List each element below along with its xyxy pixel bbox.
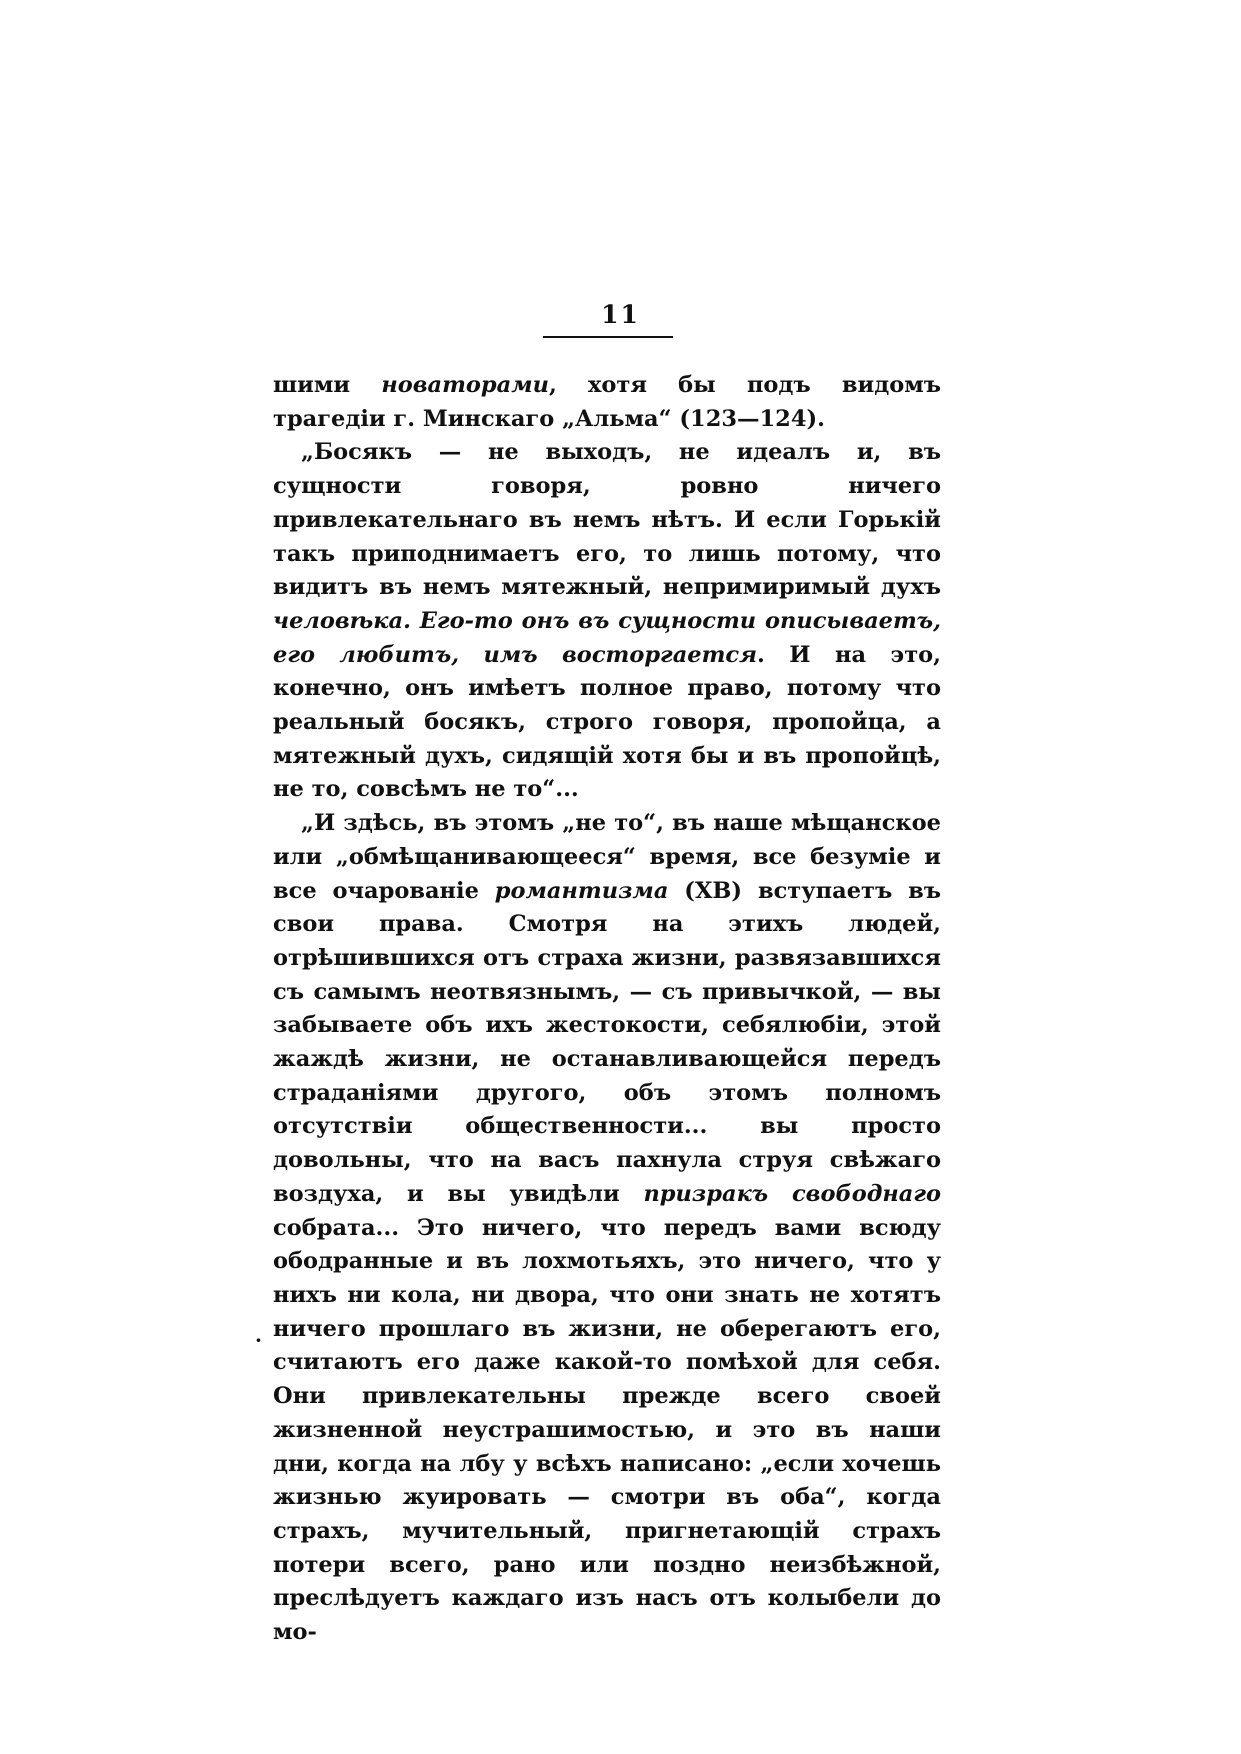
body-text <box>273 369 941 1650</box>
text-run: шими <box>273 372 382 398</box>
paragraph-3 <box>273 807 941 1650</box>
text-run-italic: романтизма <box>494 877 669 904</box>
margin-mark: · <box>255 1328 262 1352</box>
text-run: „И здѣсь, въ этомъ „не то“, въ наше мѣщанское или „обмѣщанивающееся“ время, все безуміе и все очарованіе <box>273 810 941 904</box>
text-run-italic: новаторами <box>381 372 549 398</box>
page-number-rule <box>543 336 673 338</box>
text-run: (XB) вступаетъ въ свои права. Смотря на этихъ людей, отрѣшившихся отъ страха жизни, развязавшихся съ самымъ неотвязнымъ, — съ привычкой, — вы забываете объ ихъ жестокости, себялюбіи, этой жаждѣ жизни, не останавливающейся передъ страданіями другого, объ этомъ полномъ отсутствіи общественности... вы просто довольны, что на васъ пахнула струя свѣжаго воздуха, и вы увидѣли <box>273 877 942 1207</box>
paragraph-2 <box>273 436 941 807</box>
text-run: . И на это, конечно, онъ имѣетъ полное право, потому что реальный босякъ, строго говоря, пропойца, а мятежный духъ, сидящій хотя бы и въ пропойцѣ, не то, совсѣмъ не то“... <box>273 641 941 803</box>
text-run: „Босякъ — не выходъ, не идеалъ и, въ сущности говоря, ровно ничего привлекательнаго въ немъ нѣтъ. И если Горькій такъ приподнимаетъ его, то лишь потому, что видитъ въ немъ мятежный, непримиримый духъ <box>273 439 941 601</box>
text-run-italic: человѣка. Его-то онъ въ сущности описываетъ, его любитъ, имъ восторгается <box>273 607 941 668</box>
page-number: 11 <box>601 300 640 329</box>
text-run-italic: призракъ свободнаго <box>643 1180 941 1207</box>
paragraph-1 <box>273 369 941 436</box>
text-run: собрата... Это ничего, что передъ вами всюду ободранные и въ лохмотьяхъ, это ничего, что у нихъ ни кола, ни двора, что они знать не хотятъ ничего прошлаго въ жизни, не оберегаютъ его, считаютъ его даже какой-то помѣхой для себя. Они привлекательны прежде всего своей жизненной неустрашимостью, и это въ наши дни, когда на лбу у всѣхъ написано: „если хочешь жизнью жуировать — смотри въ оба“, когда страхъ, мучительный, пригнетающій страхъ потери всего, рано или поздно неизбѣжной, преслѣдуетъ каждаго изъ насъ отъ колыбели до мо- <box>273 1214 941 1646</box>
text-run: , хотя бы подъ видомъ трагедіи г. Минскаго „Альма“ (123—124). <box>273 372 942 432</box>
